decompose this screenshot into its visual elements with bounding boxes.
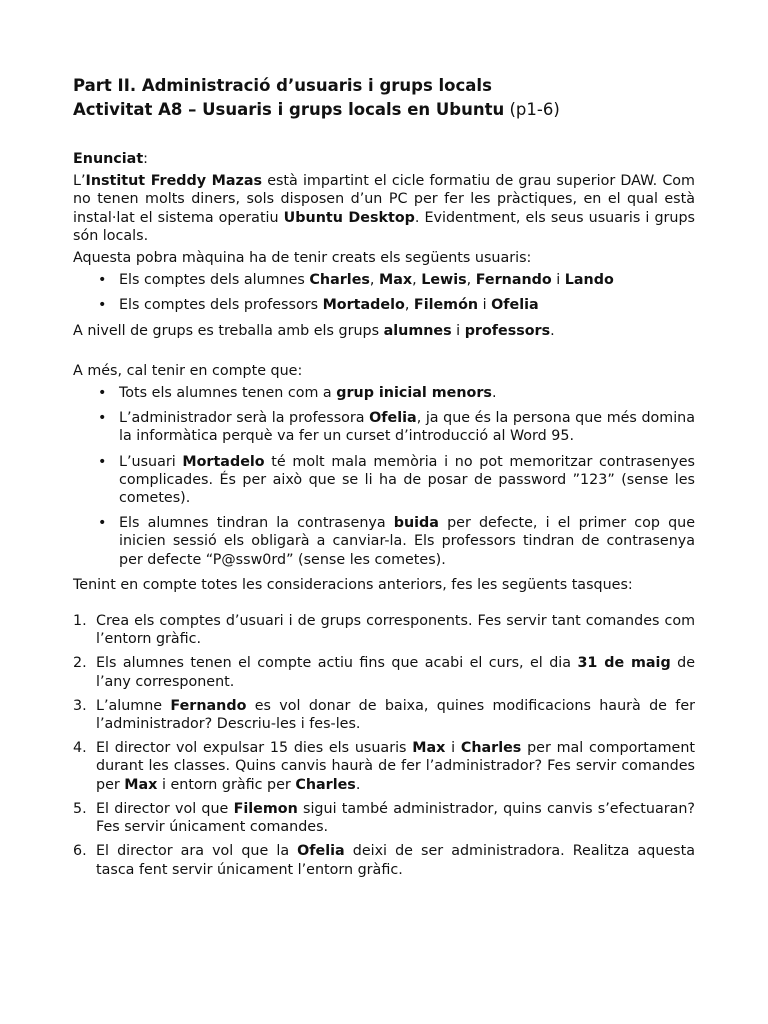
- task-emphasis: Filemon: [233, 800, 298, 817]
- task-text: i: [445, 740, 461, 757]
- task-text: El director vol expulsar 15 dies els usuaris: [96, 740, 413, 757]
- user-name: Ofelia: [491, 297, 539, 314]
- user-name: Fernando: [475, 272, 552, 289]
- consideration-item: [73, 384, 695, 402]
- list-emphasis: Ofelia: [369, 410, 417, 427]
- list-text: i: [478, 297, 492, 314]
- spacer: [73, 340, 695, 362]
- task-text: Crea els comptes d’usuari i de grups corresponents. Fes servir tant comandes com l’entorn gràfic.: [96, 613, 695, 648]
- user-name: Charles: [309, 272, 370, 289]
- intro-text: L’: [73, 173, 86, 190]
- task-text: de l’any corresponent.: [96, 655, 695, 690]
- task-emphasis: 31 de maig: [577, 655, 671, 672]
- bullet-icon: •: [98, 272, 107, 289]
- consideration-item: [73, 409, 695, 445]
- tasks-intro: Tenint en compte totes les consideracions anteriors, fes les següents tasques:: [73, 576, 633, 593]
- considerations-intro: A més, cal tenir en compte que:: [73, 362, 303, 379]
- list-item-teachers: • Els comptes dels professors Mortadelo, Filemón i Ofelia: [98, 297, 539, 314]
- intro-text: . Evidentment, els seus usuaris i grups són locals.: [73, 209, 695, 244]
- task-item: [73, 612, 695, 648]
- list-text: per defecte, i el primer cop que inicien sessió els obligarà a canviar-la. Els professors tindran de contrasenya per defecte “P@ssw0rd” (sense les cometes).: [119, 515, 695, 568]
- user-name: Lando: [564, 272, 614, 289]
- task-item: [73, 654, 695, 690]
- groups-text: .: [550, 322, 555, 339]
- list-text: Els comptes dels professors: [119, 297, 323, 314]
- user-name: Mortadelo: [322, 297, 405, 314]
- groups-text: i: [451, 322, 465, 339]
- task-item: [73, 842, 695, 878]
- list-text: té molt mala memòria i no pot memoritzar contrasenyes complicades. És per això que se li ha de posar de password ”123” (sense les cometes).: [119, 453, 695, 507]
- spacer: [73, 122, 695, 150]
- title-line2: Activitat A8 – Usuaris i grups locals en Ubuntu: [73, 100, 505, 119]
- list-emphasis: Mortadelo: [182, 453, 265, 470]
- list-text: .: [491, 385, 497, 402]
- task-emphasis: Ofelia: [297, 843, 345, 860]
- list-text: i: [551, 272, 565, 289]
- os-name: Ubuntu Desktop: [283, 209, 415, 226]
- task-text: deixi de ser administradora. Realitza aquesta tasca fent servir únicament l’entorn gràfic.: [96, 843, 695, 878]
- user-name: Max: [379, 272, 413, 289]
- task-text: El director vol que: [96, 800, 234, 817]
- bullet-icon: •: [98, 410, 107, 427]
- title-page-range: (p1-6): [504, 100, 560, 119]
- users-list: [73, 271, 695, 314]
- task-number: 5.: [73, 800, 87, 817]
- task-number: 6.: [73, 843, 87, 860]
- title-line1: Part II. Administració d’usuaris i grups locals: [73, 76, 492, 95]
- bullet-icon: •: [98, 515, 107, 532]
- task-emphasis: Charles: [295, 776, 356, 793]
- intro-paragraph: [73, 172, 695, 245]
- spacer: [73, 594, 695, 612]
- task-number: 3.: [73, 697, 87, 714]
- bullet-icon: •: [98, 297, 107, 314]
- task-number: 4.: [73, 740, 87, 757]
- institution-name: Institut Freddy Mazas: [85, 173, 263, 190]
- list-item-students: • Els comptes dels alumnes Charles, Max, Lewis, Fernando i Lando: [98, 272, 614, 289]
- task-emphasis: Charles: [460, 740, 522, 757]
- list-text: , ja que és la persona que més domina la informàtica perquè va fer un curset d’introducció al Word 95.: [119, 410, 696, 445]
- list-text: Els alumnes tindran la contrasenya: [119, 515, 394, 532]
- tasks-list: [73, 612, 695, 879]
- consideration-item: [73, 453, 695, 508]
- task-number: 2.: [73, 655, 87, 672]
- intro-text: està impartint el cicle formatiu de grau superior DAW. Com no tenen molts diners, sols disposen d’un PC per fer les pràctiques, en el qual està instal·lat el sistema operatiu: [73, 173, 695, 226]
- task-text: es vol donar de baixa, quines modificacions haurà de fer l’administrador? Descriu-les i fes-les.: [96, 697, 695, 733]
- task-text: Els alumnes tenen el compte actiu fins que acabi el curs, el dia: [96, 655, 578, 672]
- document-title-part: [73, 74, 695, 98]
- considerations-list: [73, 384, 695, 569]
- document-page: [73, 74, 695, 885]
- bullet-icon: •: [98, 453, 107, 470]
- task-text: .: [355, 776, 361, 793]
- task-item: [73, 697, 695, 733]
- task-item: [73, 739, 695, 794]
- task-number: 1.: [73, 613, 87, 630]
- task-text: per mal comportament durant les classes. Quins canvis haurà de fer l’administrador? Fes servir comandes per: [96, 740, 695, 793]
- task-text: L’alumne: [96, 697, 171, 714]
- consideration-item: [73, 514, 695, 569]
- group-name: professors: [464, 322, 551, 339]
- list-text: Tots els alumnes tenen com a: [119, 385, 337, 402]
- list-text: Els comptes dels alumnes: [119, 272, 310, 289]
- bullet-icon: •: [98, 385, 107, 402]
- task-emphasis: Max: [124, 776, 158, 793]
- list-emphasis: grup inicial menors: [336, 385, 492, 402]
- users-intro: Aquesta pobra màquina ha de tenir creats els següents usuaris:: [73, 250, 532, 267]
- task-text: sigui també administrador, quins canvis s’efectuaran? Fes servir únicament comandes.: [96, 800, 696, 836]
- user-name: Filemón: [413, 297, 479, 314]
- user-name: Lewis: [421, 272, 467, 289]
- document-title-activity: [73, 98, 695, 122]
- task-text: i entorn gràfic per: [157, 776, 296, 793]
- task-emphasis: Fernando: [170, 697, 247, 714]
- list-text: L’administrador serà la professora: [119, 410, 370, 427]
- enunciat-heading: Enunciat:: [73, 151, 148, 167]
- groups-paragraph: [73, 322, 695, 340]
- list-text: L’usuari: [119, 453, 183, 470]
- groups-text: A nivell de grups es treballa amb els grups: [73, 322, 384, 339]
- task-item: [73, 800, 695, 836]
- task-emphasis: Max: [412, 740, 446, 757]
- list-emphasis: buida: [393, 515, 439, 532]
- group-name: alumnes: [383, 322, 452, 339]
- task-text: El director ara vol que la: [96, 843, 298, 860]
- enunciat-label: Enunciat: [73, 151, 144, 167]
